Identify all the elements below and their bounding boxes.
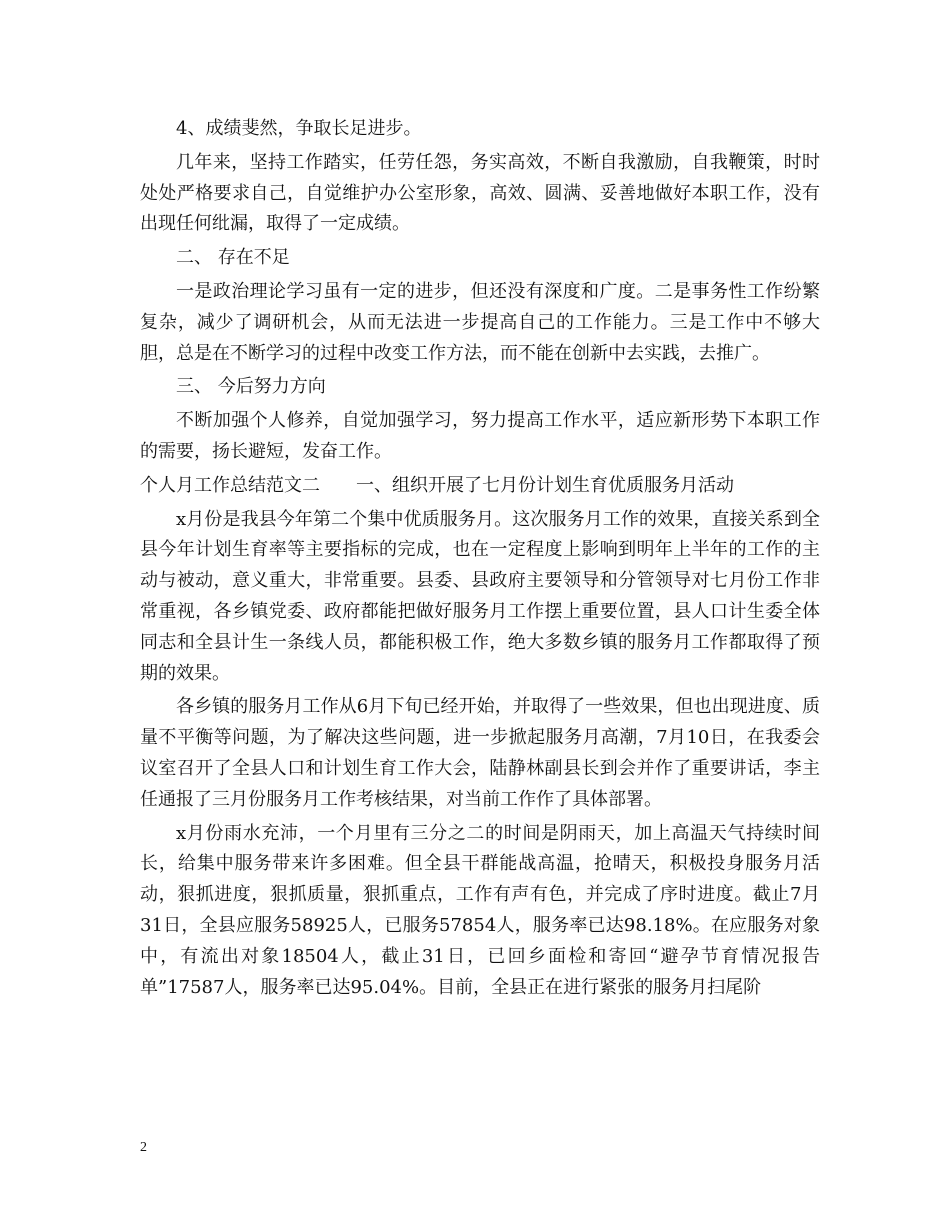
paragraph-future-direction: 不断加强个人修养，自觉加强学习，努力提高工作水平，适应新形势下本职工作的需要，扬长避短，发奋工作。 [140,410,820,462]
paragraph-achievements: 几年来，坚持工作踏实，任劳任怨，务实高效，不断自我激励，自我鞭策，时时处处严格要求自己，自觉维护办公室形象，高效、圆满、妥善地做好本职工作，没有出现任何纰漏，取得了一定成绩。 [140,151,820,235]
page-number: 2 [140,1140,147,1155]
document-body [140,114,820,1006]
paragraph-service-month-intro: x月份是我县今年第二个集中优质服务月。这次服务月工作的效果，直接关系到全县今年计划生育率等主要指标的完成，也在一定程度上影响到明年上半年的工作的主动与被动，意义重大，非常重要。县委、县政府主要领导和分管领导对七月份工作非常重视，各乡镇党委、政府都能把做好服务月工作摆上重要位置，县人口计生委全体同志和全县计生一条线人员，都能积极工作，绝大多数乡镇的服务月工作都取得了预期的效果。 [140,508,820,684]
section-heading-shortcomings: 二、 存在不足 [176,247,290,269]
sample-two-title: 个人月工作总结范文二 一、组织开展了七月份计划生育优质服务月活动 [140,474,734,496]
paragraph-service-month-results: x月份雨水充沛，一个月里有三分之二的时间是阴雨天，加上高温天气持续时间长，给集中服务带来许多困难。但全县干群能战高温，抢晴天，积极投身服务月活动，狠抓进度，狠抓质量，狠抓重点，工作有声有色，并完成了序时进度。截止7月31日，全县应服务58925人，已服务57854人，服务率已达98.18%。在应服务对象中，有流出对象18504人，截止31日，已回乡面检和寄回“避孕节育情况报告单”17587人，服务率已达95.04%。目前，全县正在进行紧张的服务月扫尾阶 [140,822,820,998]
section-heading-achievements: 4、成绩斐然，争取长足进步。 [176,118,422,139]
paragraph-service-month-meeting: 各乡镇的服务月工作从6月下旬已经开始，并取得了一些效果，但也出现进度、质量不平衡等问题，为了解决这些问题，进一步掀起服务月高潮，7月10日，在我委会议室召开了全县人口和计划生育工作大会，陆静林副县长到会并作了重要讲话，李主任通报了三月份服务月工作考核结果，对当前工作作了具体部署。 [140,696,820,810]
section-heading-future-direction: 三、 今后努力方向 [176,376,326,398]
paragraph-shortcomings: 一是政治理论学习虽有一定的进步，但还没有深度和广度。二是事务性工作纷繁复杂，减少了调研机会，从而无法进一步提高自己的工作能力。三是工作中不够大胆，总是在不断学习的过程中改变工作方法，而不能在创新中去实践，去推广。 [140,280,820,364]
